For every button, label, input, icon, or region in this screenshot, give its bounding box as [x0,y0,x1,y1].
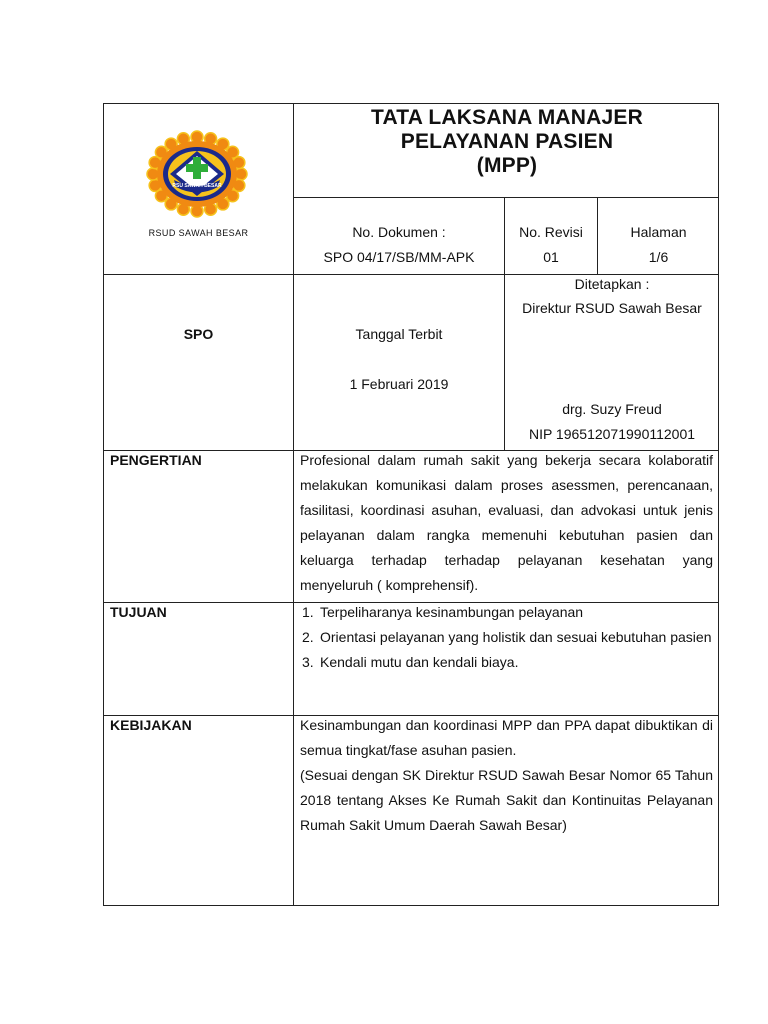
list-item [296,625,714,650]
page-label: Halaman [630,224,687,240]
page-value: 1/6 [648,249,669,265]
tujuan-list [296,600,714,675]
spo-label: SPO [183,326,214,342]
revision-value: 01 [543,249,559,265]
kebijakan-text [300,713,713,838]
list-item [296,650,714,675]
pengertian-paragraph: Profesional dalam rumah sakit yang bekerja secara kolaboratif melakukan komunikasi dalam proses asessmen, perencanaan, fasilitasi, koordinasi asuhan, evaluasi, dan advokasi untuk jenis pelayanan dalam rangka memenuhi kebutuhan pasien dan keluarga terhadap terhadap pelayanan kesehatan yang menyeluruh ( komprehensif). [300,452,713,593]
kebijakan-label: KEBIJAKAN [110,717,192,733]
list-text: Orientasi pelayanan yang holistik dan sesuai kebutuhan pasien [320,629,712,645]
title-line-2: PELAYANAN PASIEN [400,130,614,153]
hospital-logo [144,130,250,218]
tujuan-label: TUJUAN [110,604,167,620]
pengertian-label: PENGERTIAN [110,452,202,468]
doc-number-value: SPO 04/17/SB/MM-APK [323,249,475,265]
pengertian-text [300,448,713,598]
issue-date-value: 1 Februari 2019 [349,376,449,392]
kebijakan-line-1: Kesinambungan dan koordinasi MPP dan PPA dapat dibuktikan di semua tingkat/fase asuhan pasien. [300,717,713,758]
logo-text: RSU SAWAH BESAR [172,183,222,189]
director-title: Direktur RSUD Sawah Besar [522,300,702,316]
kebijakan-line-2: (Sesuai dengan SK Direktur RSUD Sawah Besar Nomor 65 Tahun 2018 tentang Akses Ke Rumah Sakit dan Kontinuitas Pelayanan Rumah Sakit Umum Daerah Sawah Besar) [300,767,713,833]
spo-document [103,103,719,906]
title-line-3: (MPP) [476,154,538,177]
list-item [296,600,714,625]
revision-label: No. Revisi [519,224,583,240]
title-divider [293,197,719,198]
list-number: 3. [302,654,314,670]
doc-number-label: No. Dokumen : [352,224,446,240]
list-text: Kendali mutu dan kendali biaya. [320,654,519,670]
issue-date-label: Tanggal Terbit [355,326,443,342]
title-line-1: TATA LAKSANA MANAJER [371,106,643,129]
signatory-name: drg. Suzy Freud [562,401,662,417]
signatory-nip: NIP 196512071990112001 [528,426,696,442]
list-number: 2. [302,629,314,645]
list-text: Terpeliharanya kesinambungan pelayanan [320,604,584,620]
header-bottom-divider [104,274,719,275]
hospital-name: RSUD SAWAH BESAR [148,228,249,238]
document-title [294,106,720,178]
set-by-label: Ditetapkan : [574,276,650,292]
list-number: 1. [302,604,314,620]
